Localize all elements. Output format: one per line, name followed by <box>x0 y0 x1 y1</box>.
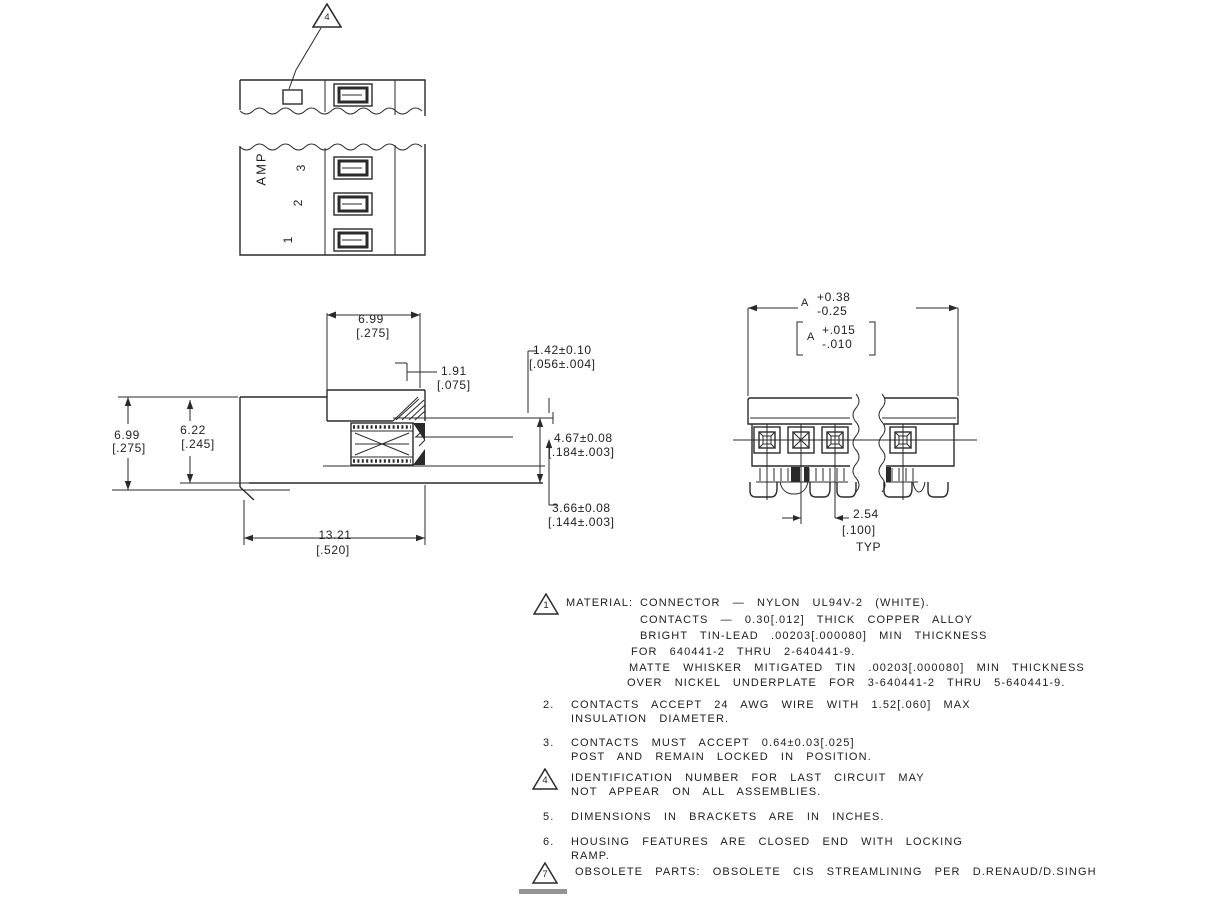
flag-number: 4 <box>324 12 330 23</box>
dim-inner-height-mm: 6.22 <box>180 423 206 437</box>
note-1-line: OVER NICKEL UNDERPLATE FOR 3-640441-2 THRU 5-640441-9. <box>627 677 1066 689</box>
note-1-line: CONTACTS — 0.30[.012] THICK COPPER ALLOY <box>640 614 974 626</box>
note-flag-1 <box>533 593 559 615</box>
side-section-view <box>112 312 557 546</box>
dim-top-width-in: [.275] <box>356 326 390 340</box>
dim-inner-height-in: [.245] <box>181 437 215 451</box>
note-4-line: IDENTIFICATION NUMBER FOR LAST CIRCUIT MAY <box>571 772 925 784</box>
note-5-marker: 5. <box>543 811 555 823</box>
dim-tab-mm: 1.42±0.10 <box>533 343 592 357</box>
note-3-line: CONTACTS MUST ACCEPT 0.64±0.03[.025] <box>571 737 855 749</box>
note-flag-4-number: 4 <box>542 775 548 786</box>
note-5-line: DIMENSIONS IN BRACKETS ARE IN INCHES. <box>571 811 885 823</box>
note-1-label: MATERIAL: <box>566 597 634 609</box>
dim-a-minus-mm: -0.25 <box>817 304 848 318</box>
dim-height-in: [.275] <box>112 441 146 455</box>
bottom-edge-artifact <box>519 889 567 894</box>
note-flag-7-number: 7 <box>542 869 548 880</box>
note-2-marker: 2. <box>543 699 555 711</box>
dim-pitch-mm: 2.54 <box>853 507 879 521</box>
dim-step-mm: 1.91 <box>441 364 467 378</box>
dim-length-in: [.520] <box>316 543 350 557</box>
note-flag-7 <box>532 862 558 884</box>
note-6-line: RAMP. <box>571 850 610 862</box>
dim-a-plus-in: +.015 <box>822 323 856 337</box>
note-1-line: BRIGHT TIN-LEAD .00203[.000080] MIN THICKNESS <box>640 630 988 642</box>
drawing-note-flag <box>312 3 342 28</box>
dim-mid-in: [.184±.003] <box>548 445 615 459</box>
note-2-line: CONTACTS ACCEPT 24 AWG WIRE WITH 1.52[.060] MAX <box>571 699 971 711</box>
dim-post-in: [.144±.003] <box>548 515 615 529</box>
dim-pitch-in: [.100] <box>842 523 876 537</box>
note-7-line: OBSOLETE PARTS: OBSOLETE CIS STREAMLINING PER D.RENAUD/D.SINGH <box>575 866 1097 878</box>
note-1-line: MATTE WHISKER MITIGATED TIN .00203[.000080] MIN THICKNESS <box>629 662 1085 674</box>
plan-top-fragment <box>240 28 425 116</box>
note-1-line: CONNECTOR — NYLON UL94V-2 (WHITE). <box>640 597 930 609</box>
circuit-number-2: 2 <box>291 199 305 207</box>
dim-a-plus-mm: +0.38 <box>817 290 851 304</box>
dim-a-minus-in: -.010 <box>822 337 853 351</box>
front-view <box>733 305 977 524</box>
circuit-number-3: 3 <box>294 164 308 172</box>
dim-length-mm: 13.21 <box>318 528 352 542</box>
note-4-line: NOT APPEAR ON ALL ASSEMBLIES. <box>571 786 822 798</box>
brand-marking: AMP <box>253 151 269 186</box>
note-6-marker: 6. <box>543 836 555 848</box>
circuit-number-1: 1 <box>281 236 295 244</box>
dim-a-ref: A <box>801 297 809 309</box>
note-6-line: HOUSING FEATURES ARE CLOSED END WITH LOCKING <box>571 836 964 848</box>
note-3-line: POST AND REMAIN LOCKED IN POSITION. <box>571 751 872 763</box>
dim-post-mm: 3.66±0.08 <box>552 501 611 515</box>
note-flag-4 <box>532 768 558 790</box>
dim-height-mm: 6.99 <box>114 428 140 442</box>
note-2-line: INSULATION DIAMETER. <box>571 713 730 725</box>
note-3-marker: 3. <box>543 737 555 749</box>
dim-top-width-mm: 6.99 <box>358 312 384 326</box>
dim-tab-in: [.056±.004] <box>529 357 596 371</box>
dim-pitch-typ: TYP <box>856 540 882 554</box>
note-1-line: FOR 640441-2 THRU 2-640441-9. <box>631 646 856 658</box>
dim-mid-mm: 4.67±0.08 <box>554 431 613 445</box>
dim-step-in: [.075] <box>437 378 471 392</box>
note-flag-1-number: 1 <box>543 600 549 611</box>
dim-a-bracket-ref: A <box>807 331 815 343</box>
